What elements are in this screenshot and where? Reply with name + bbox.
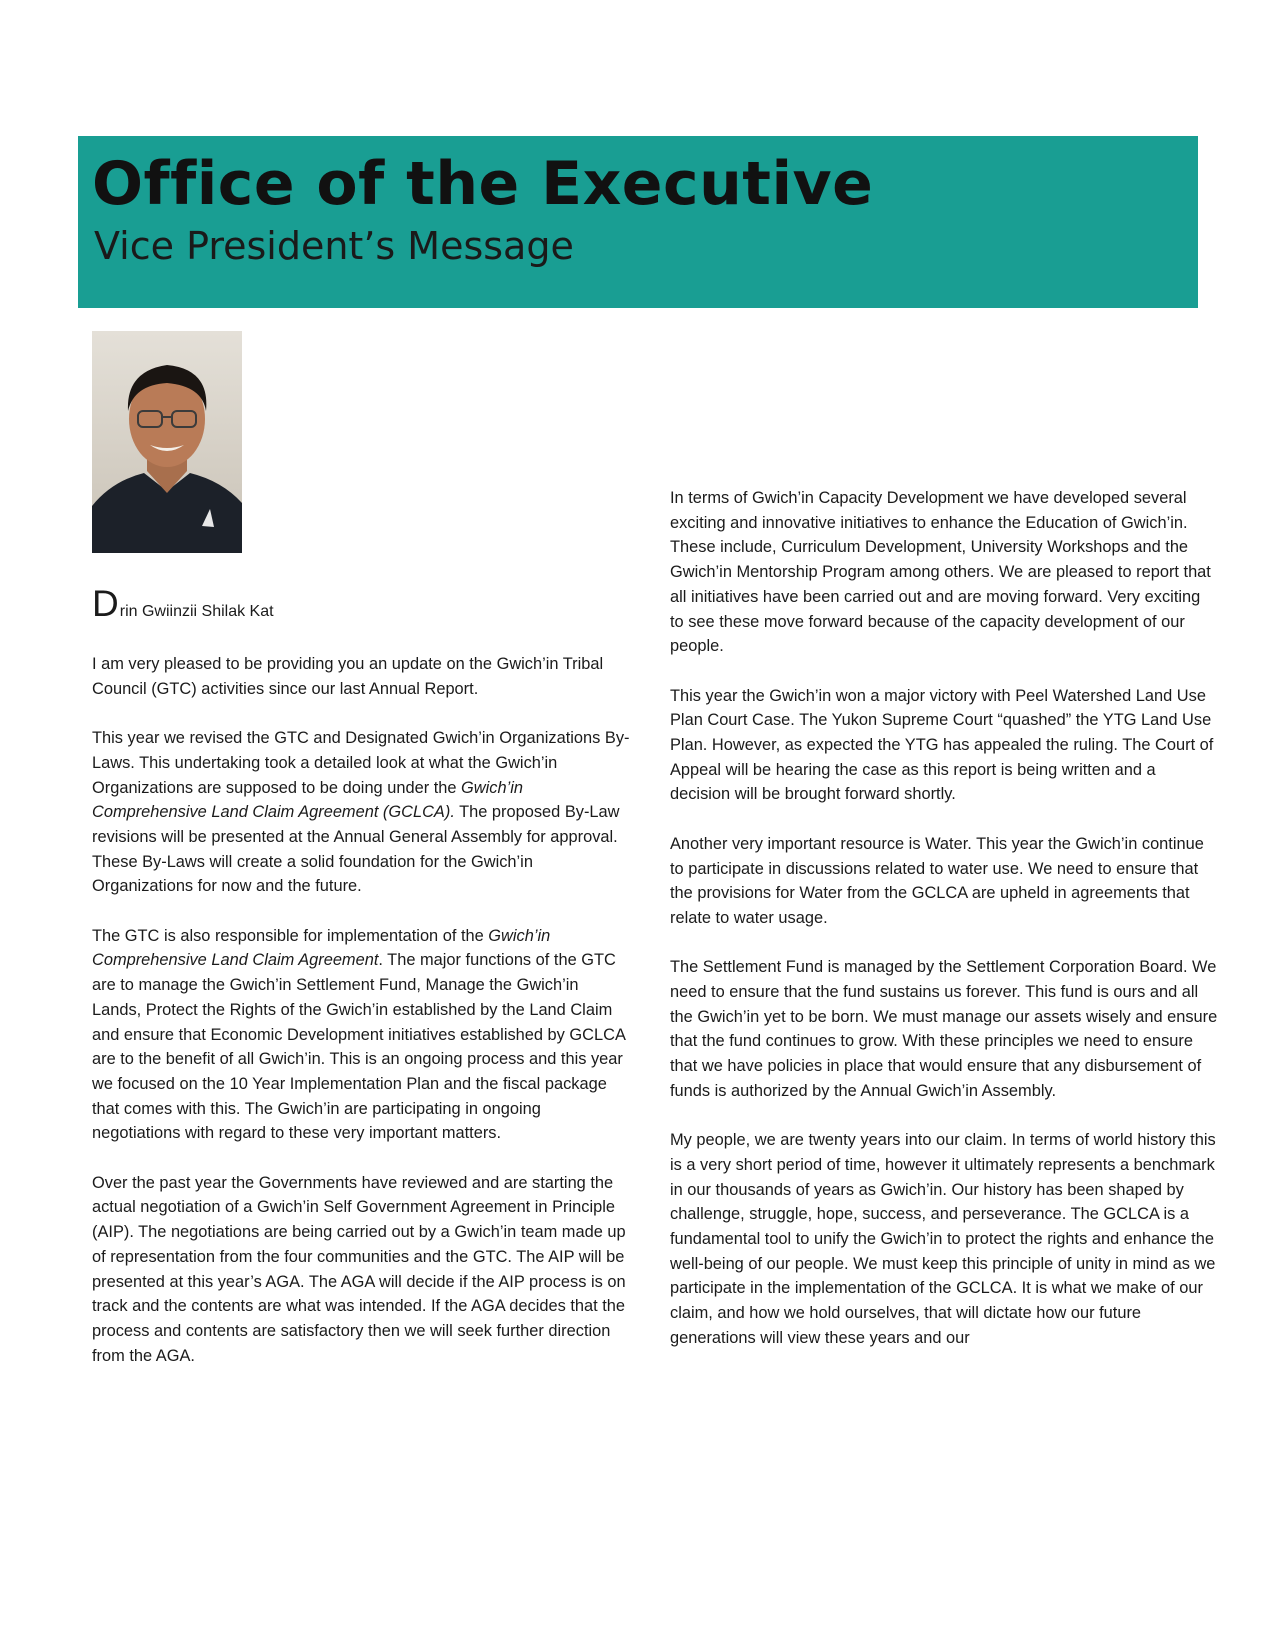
paragraph-bylaws — [92, 726, 632, 899]
paragraph-self-government: Over the past year the Governments have reviewed and are starting the actual negotiation of a Gwich’in Self Government Agreement in Principle (AIP). The negotiations are being carried out by a Gwich’in team made up of representation from the four communities and the GTC. The AIP will be presented at this year’s AGA. The AGA will decide if the AIP process is on track and the contents are what was intended. If the AGA decides that the process and contents are satisfactory then we will seek further direction from the AGA. — [92, 1173, 626, 1365]
agreement-title-italic-2: Gwich’in Comprehensive Land Claim Agreement — [92, 926, 551, 970]
page-subtitle: Vice President’s Message — [94, 224, 574, 268]
portrait-illustration — [92, 331, 242, 553]
right-column — [670, 486, 1218, 1375]
left-column — [92, 583, 632, 1393]
dropcap-letter: D — [92, 583, 119, 624]
paragraph-peel-watershed: This year the Gwich’in won a major victory with Peel Watershed Land Use Plan Court Case. The Yukon Supreme Court “quashed” the YTG Land Use Plan. However, as expected the YTG has appealed the ruling. The Court of Appeal will be hearing the case as this report is being written and a decision will be brought forward shortly. — [670, 686, 1214, 804]
salutation-text: rin Gwiinzii Shilak Kat — [119, 603, 274, 620]
paragraph-intro: I am very pleased to be providing you an update on the Gwich’in Tribal Council (GTC) activities since our last Annual Report. — [92, 655, 604, 698]
agreement-title-italic: Gwich’in Comprehensive Land Claim Agreement (GCLCA). — [92, 778, 523, 822]
paragraph-implementation-text-a: The GTC is also responsible for implementation of the — [92, 926, 489, 945]
paragraph-bylaws-text-a: This year we revised the GTC and Designated Gwich’in Organizations By-Laws. This undertaking took a detailed look at what the Gwich’in Organizations are supposed to be doing under the — [92, 729, 630, 797]
paragraph-settlement-fund: The Settlement Fund is managed by the Settlement Corporation Board. We need to ensure that the fund sustains us forever. This fund is ours and all the Gwich’in yet to be born. We must manage our assets wisely and ensure that the fund continues to grow. With these principles we need to ensure that we have policies in place that would ensure that any disbursement of funds is authorized by the Annual Gwich’in Assembly. — [670, 958, 1218, 1100]
paragraph-implementation-text-b: . The major functions of the GTC are to manage the Gwich’in Settlement Fund, Manage the Gwich’in Lands, Protect the Rights of the Gwich’in established by the Land Claim and ensure that Economic Development initiatives established by GCLCA are to the benefit of all Gwich’in. This is an ongoing process and this year we focused on the 10 Year Implementation Plan and the fiscal package that comes with this. The Gwich’in are participating in ongoing negotiations with regard to these very important matters. — [92, 951, 625, 1143]
paragraph-closing: My people, we are twenty years into our claim. In terms of world history this is a very short period of time, however it ultimately represents a benchmark in our thousands of years as Gwich’in. Our history has been shaped by challenge, struggle, hope, success, and perseverance. The GCLCA is a fundamental tool to unify the Gwich’in to protect the rights and enhance the well-being of our people. We must keep this principle of unity in mind as we participate in the implementation of the GCLCA. It is what we make of our claim, and how we hold ourselves, that will dictate how our future generations will view these years and our — [670, 1131, 1216, 1347]
paragraph-capacity: In terms of Gwich’in Capacity Development we have developed several exciting and innovative initiatives to enhance the Education of Gwich’in. These include, Curriculum Development, University Workshops and the Gwich’in Mentorship Program among others. We are pleased to report that all initiatives have been carried out and are moving forward. Very exciting to see these move forward because of the capacity development of our people. — [670, 489, 1211, 656]
paragraph-implementation — [92, 924, 632, 1146]
paragraph-bylaws-text-b: The proposed By-Law revisions will be presented at the Annual General Assembly for approval. These By-Laws will create a solid foundation for the Gwich’in Organizations for now and the future. — [92, 803, 620, 896]
portrait-photo — [92, 331, 242, 553]
page-title: Office of the Executive — [92, 149, 874, 219]
header-banner — [78, 136, 1198, 308]
paragraph-water: Another very important resource is Water. This year the Gwich’in continue to participate in discussions related to water use. We need to ensure that the provisions for Water from the GCLCA are upheld in agreements that relate to water usage. — [670, 834, 1204, 927]
salutation — [92, 583, 632, 630]
